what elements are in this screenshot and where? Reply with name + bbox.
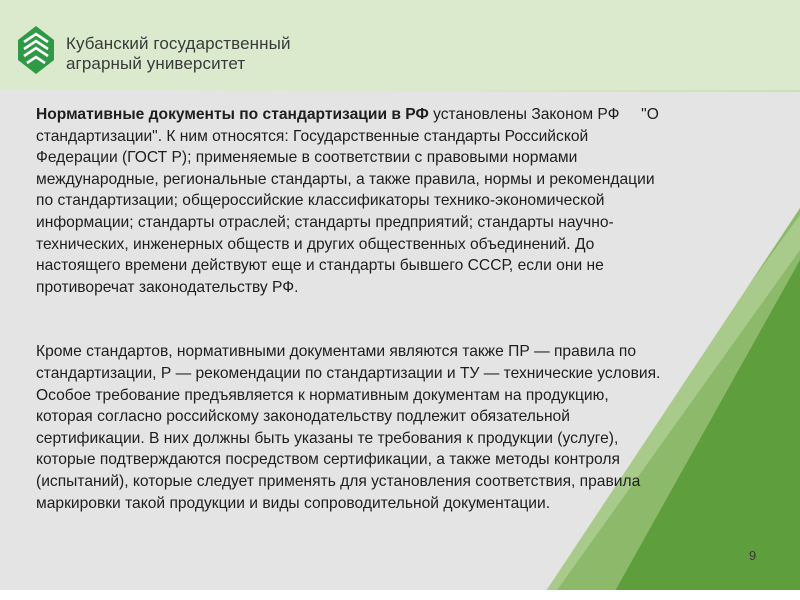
- kubsau-logo-icon: [18, 26, 54, 74]
- paragraph1-line: противоречат законодательству РФ.: [36, 278, 299, 296]
- paragraph-other-documents: [36, 341, 766, 514]
- paragraph1-line: по стандартизации; общероссийские классификаторы технико-экономической: [36, 192, 605, 210]
- paragraph2-line: которые подтверждаются посредством сертификации, а также методы контроля: [36, 451, 620, 469]
- paragraph-normative-documents: [36, 104, 766, 298]
- paragraph1-lead: Нормативные документы по стандартизации в РФ: [36, 106, 429, 123]
- paragraph1-line: стандартизации". К ним относятся: Государственные стандарты Российской: [36, 127, 589, 145]
- paragraph1-line: информации; стандарты отраслей; стандарты предприятий; стандарты научно-: [36, 213, 614, 231]
- bottom-border: [0, 590, 800, 600]
- paragraph1-line: настоящего времени действуют еще и стандарты бывшего СССР, если они не: [36, 257, 604, 275]
- paragraph1-line1-rest: установлены Законом РФ "О: [428, 106, 659, 123]
- paragraph1-line: международные, региональные стандарты, а также правила, нормы и рекомендации: [36, 170, 655, 188]
- page-number: 9: [749, 548, 757, 563]
- university-name-line1: Кубанский государственный: [66, 34, 291, 53]
- paragraph2-line: маркировки такой продукции и виды сопроводительной документации.: [36, 494, 551, 512]
- paragraph2-line: Особое требование предъявляется к нормативным документам на продукцию,: [36, 386, 609, 404]
- paragraph2-line: Кроме стандартов, нормативными документами являются также ПР — правила по: [36, 343, 636, 361]
- paragraph1-line: Федерации (ГОСТ Р); применяемые в соответствии с правовыми нормами: [36, 149, 578, 167]
- paragraph2-line: сертификации. В них должны быть указаны те требования к продукции (услуге),: [36, 429, 619, 447]
- paragraph2-line: стандартизации, Р — рекомендации по стандартизации и ТУ — технические условия.: [36, 364, 661, 382]
- paragraph1-line: [36, 104, 766, 126]
- university-name: [66, 34, 291, 74]
- paragraph2-line: (испытаний), которые следует применять для установления соответствия, правила: [36, 472, 641, 490]
- university-name-line2: аграрный университет: [66, 54, 246, 73]
- paragraph1-line: технических, инженерных обществ и других общественных объединений. До: [36, 235, 595, 253]
- slide-content: [36, 104, 766, 514]
- paragraph2-line: которая согласно российскому законодательству подлежит обязательной: [36, 408, 570, 426]
